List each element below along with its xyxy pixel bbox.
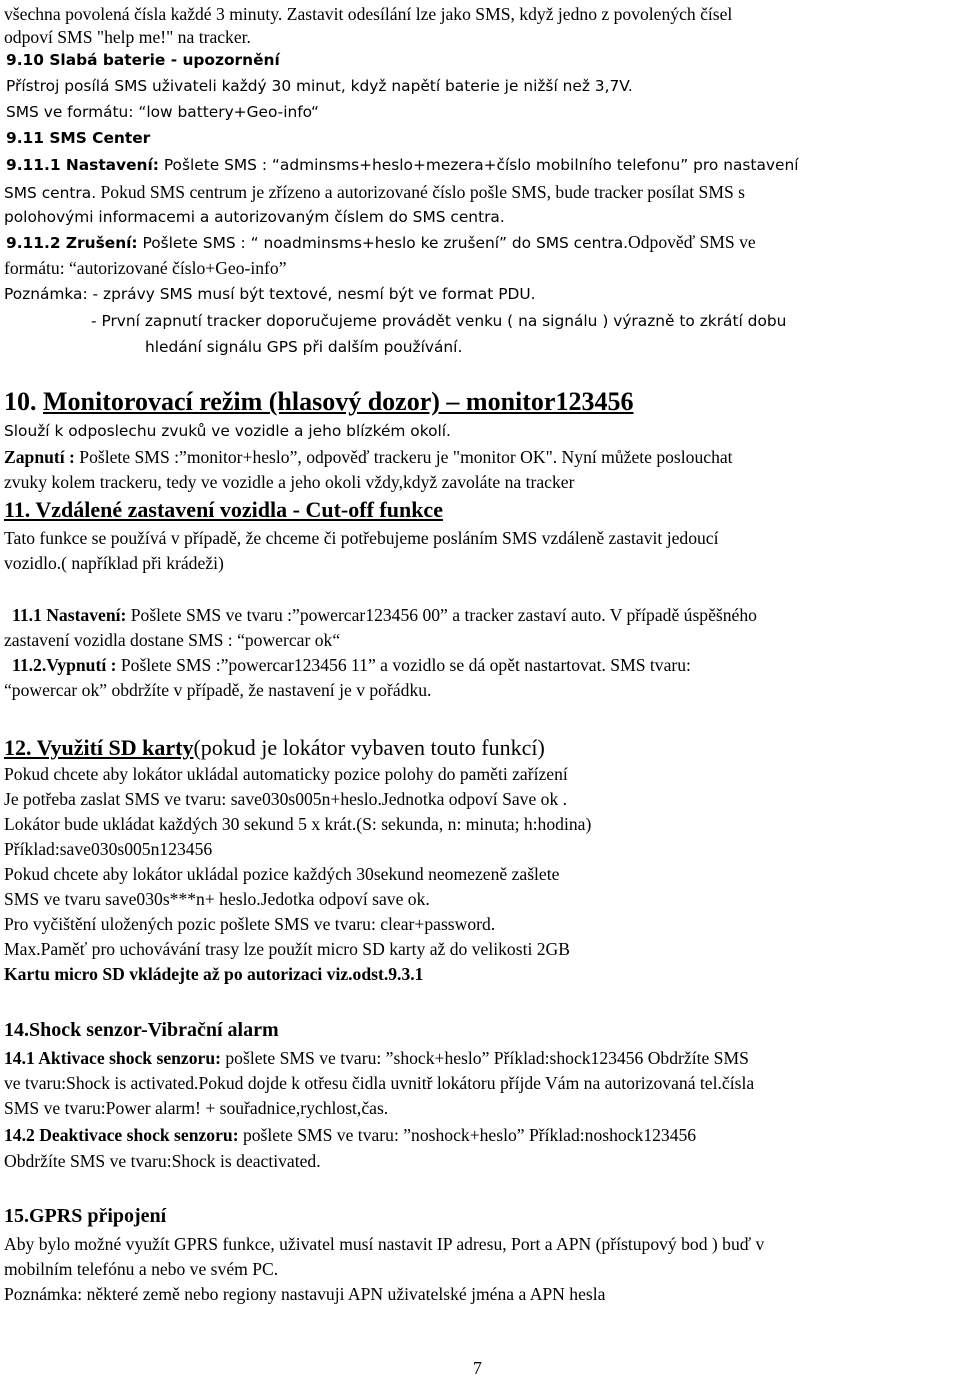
text-line: 9.11.1 Nastavení: Pošlete SMS : “adminsms+heslo+mezera+číslo mobilního telefonu” pro nastavení — [6, 156, 799, 174]
text-line: SMS ve tvaru save030s***n+ heslo.Jedotka odpoví save ok. — [4, 889, 430, 909]
text-line: formátu: “autorizované číslo+Geo-info” — [4, 258, 287, 278]
text-line: Pokud chcete aby lokátor ukládal automaticky pozice polohy do paměti zařízení — [4, 764, 568, 784]
section-heading-11: 11. Vzdálené zastavení vozidla - Cut-off funkce — [4, 497, 443, 522]
note-line: - První zapnutí tracker doporučujeme provádět venku ( na signálu ) výrazně to zkrátí dobu — [91, 312, 787, 330]
section-heading-12: 12. Využití SD karty(pokud je lokátor vybaven touto funkcí) — [4, 735, 545, 760]
text-line: ve tvaru:Shock is activated.Pokud dojde k otřesu čidla uvnitř lokátoru příjde Vám na autorizovaná tel.čísla — [4, 1073, 755, 1093]
text-line: Tato funkce se používá v případě, že chceme či potřebujeme posláním SMS vzdáleně zastavit jedoucí — [4, 528, 719, 548]
text-line: Pokud chcete aby lokátor ukládal pozice každých 30sekund neomezeně zašlete — [4, 864, 560, 884]
text-line: všechna povolená čísla každé 3 minuty. Zastavit odesílání lze jako SMS, když jedno z povolených čísel — [4, 4, 733, 24]
text-line: Kartu micro SD vkládejte až po autorizaci viz.odst.9.3.1 — [4, 964, 424, 984]
page-number: 7 — [473, 1358, 482, 1378]
section-heading-9-11: 9.11 SMS Center — [6, 129, 151, 147]
section-heading-9-10: 9.10 Slabá baterie - upozornění — [6, 51, 280, 69]
text-line: Příklad:save030s005n123456 — [4, 839, 213, 859]
text-line: vozidlo.( například při krádeži) — [4, 553, 224, 573]
text-line: 9.11.2 Zrušení: Pošlete SMS : “ noadminsms+heslo ke zrušení” do SMS centra.Odpověď SMS ve — [6, 232, 756, 252]
text-line: SMS centra. Pokud SMS centrum je zřízeno a autorizované číslo pošle SMS, bude tracker posílat SMS s — [4, 182, 746, 202]
text-line: zvuky kolem trackeru, tedy ve vozidle a jeho okoli vždy,když zavoláte na tracker — [4, 472, 575, 492]
text-line: Slouží k odposlechu zvuků ve vozidle a jeho blízkém okolí. — [4, 422, 451, 440]
text-line: polohovými informacemi a autorizovaným číslem do SMS centra. — [4, 208, 505, 226]
text-line: odpoví SMS "help me!" na tracker. — [4, 27, 251, 47]
section-heading-15: 15.GPRS připojení — [4, 1205, 167, 1227]
text-line: Lokátor bude ukládat každých 30 sekund 5 x krát.(S: sekunda, n: minuta; h:hodina) — [4, 814, 592, 834]
text-line: mobilním telefónu a nebo ve svém PC. — [4, 1259, 279, 1279]
text-line: Je potřeba zaslat SMS ve tvaru: save030s005n+heslo.Jednotka odpoví Save ok . — [4, 789, 568, 809]
text-line: Přístroj posílá SMS uživateli každý 30 minut, když napětí baterie je nižší než 3,7V. — [6, 77, 633, 95]
text-line: 14.2 Deaktivace shock senzoru: pošlete SMS ve tvaru: ”noshock+heslo” Příklad:noshock123456 — [4, 1125, 697, 1145]
text-line: SMS ve tvaru:Power alarm! + souřadnice,rychlost,čas. — [4, 1098, 389, 1118]
text-line: Max.Paměť pro uchovávání trasy lze použít micro SD karty až do velikosti 2GB — [4, 939, 570, 959]
text-line: zastavení vozidla dostane SMS : “powercar ok“ — [4, 630, 341, 650]
text-line: Obdržíte SMS ve tvaru:Shock is deactivated. — [4, 1151, 321, 1171]
text-line: SMS ve formátu: “low battery+Geo-info“ — [6, 103, 319, 121]
text-line: 11.1 Nastavení: Pošlete SMS ve tvaru :”powercar123456 00” a tracker zastaví auto. V případě úspěšného — [12, 605, 757, 625]
section-heading-10: 10. Monitorovací režim (hlasový dozor) – monitor123456 — [4, 387, 634, 416]
text-line: “powercar ok” obdržíte v případě, že nastavení je v pořádku. — [4, 680, 432, 700]
note-line: hledání signálu GPS při dalším používání. — [145, 338, 463, 356]
note-line: Poznámka: - zprávy SMS musí být textové, nesmí být ve format PDU. — [4, 285, 536, 303]
text-line: Aby bylo možné využít GPRS funkce, uživatel musí nastavit IP adresu, Port a APN (přístupový bod ) buď v — [4, 1234, 765, 1254]
text-line: 11.2.Vypnutí : Pošlete SMS :”powercar123456 11” a vozidlo se dá opět nastartovat. SMS tvaru: — [12, 655, 691, 675]
text-line: Zapnutí : Pošlete SMS :”monitor+heslo”, odpověď trackeru je "monitor OK". Nyní můžete poslouchat — [4, 447, 733, 467]
text-line: Poznámka: některé země nebo regiony nastavuji APN uživatelské jména a APN hesla — [4, 1284, 606, 1304]
text-line: 14.1 Aktivace shock senzoru: pošlete SMS ve tvaru: ”shock+heslo” Příklad:shock123456 Obdržíte SMS — [4, 1048, 749, 1068]
text-line: Pro vyčištění uložených pozic pošlete SMS ve tvaru: clear+password. — [4, 914, 496, 934]
section-heading-14: 14.Shock senzor-Vibrační alarm — [4, 1019, 279, 1041]
